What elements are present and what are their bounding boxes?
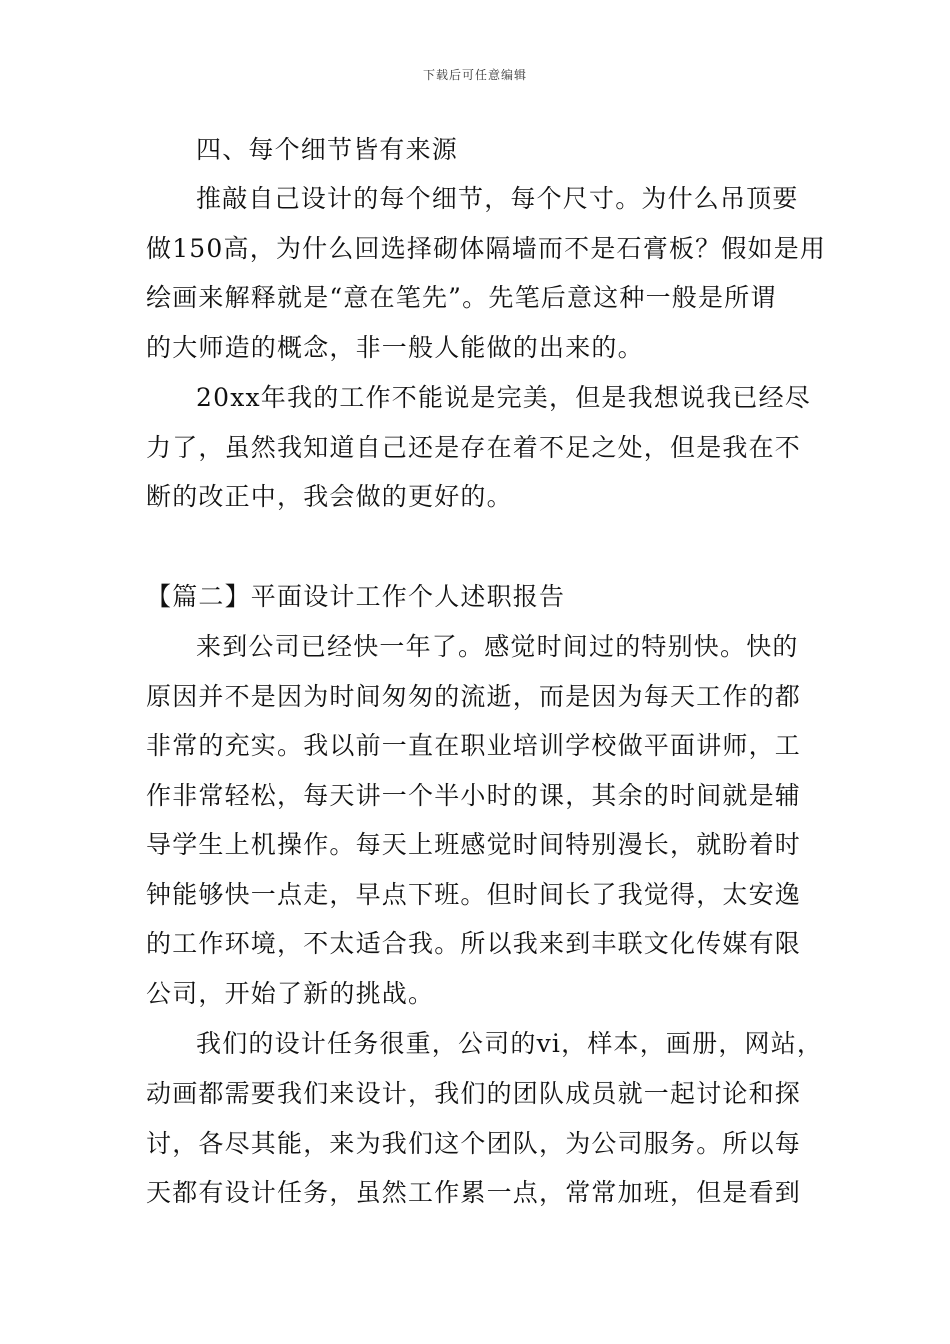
paragraph-line: 我们的设计任务很重，公司的vi，样本，画册，网站， bbox=[196, 1029, 824, 1058]
paragraph-line: 力了，虽然我知道自己还是存在着不足之处，但是我在不 bbox=[146, 433, 802, 462]
paragraph-line: 的工作环境，不太适合我。所以我来到丰联文化传媒有限 bbox=[146, 929, 802, 958]
paragraph-line: 的大师造的概念，非一般人能做的出来的。 bbox=[146, 333, 644, 362]
paragraph-line: 天都有设计任务，虽然工作累一点，常常加班，但是看到 bbox=[146, 1178, 802, 1207]
paragraph-line: 钟能够快一点走，早点下班。但时间长了我觉得，太安逸 bbox=[146, 880, 802, 909]
paragraph-line: 原因并不是因为时间匆匆的流逝，而是因为每天工作的都 bbox=[146, 682, 802, 711]
paragraph-line: 非常的充实。我以前一直在职业培训学校做平面讲师，工 bbox=[146, 731, 802, 760]
article-title: 【篇二】平面设计工作个人述职报告 bbox=[146, 582, 566, 611]
paragraph-line: 推敲自己设计的每个细节，每个尺寸。为什么吊顶要 bbox=[196, 184, 799, 213]
section-heading: 四、每个细节皆有来源 bbox=[196, 135, 459, 164]
paragraph-line: 公司，开始了新的挑战。 bbox=[146, 979, 435, 1008]
paragraph-line: 做150高，为什么回选择砌体隔墙而不是石膏板？假如是用 bbox=[146, 234, 827, 263]
paragraph-line: 断的改正中，我会做的更好的。 bbox=[146, 482, 513, 511]
paragraph-line: 来到公司已经快一年了。感觉时间过的特别快。快的 bbox=[196, 632, 799, 661]
header-note: 下载后可任意编辑 bbox=[422, 68, 527, 82]
paragraph-line: 作非常轻松，每天讲一个半小时的课，其余的时间就是辅 bbox=[146, 781, 802, 810]
paragraph-line: 动画都需要我们来设计，我们的团队成员就一起讨论和探 bbox=[146, 1079, 802, 1108]
paragraph-line: 讨，各尽其能，来为我们这个团队，为公司服务。所以每 bbox=[146, 1129, 802, 1158]
paragraph-line: 导学生上机操作。每天上班感觉时间特别漫长，就盼着时 bbox=[146, 830, 802, 859]
paragraph-line: 绘画来解释就是“意在笔先”。先笔后意这种一般是所谓 bbox=[146, 283, 777, 312]
paragraph-line: 20xx年我的工作不能说是完美，但是我想说我已经尽 bbox=[196, 383, 812, 412]
